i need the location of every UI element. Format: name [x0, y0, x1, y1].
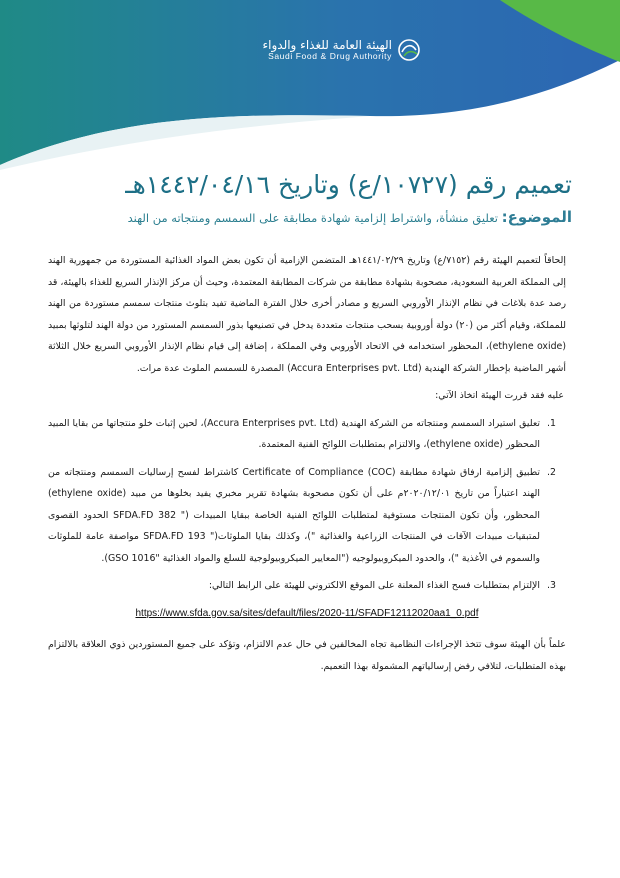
sfda-emblem-icon	[396, 38, 422, 62]
circular-body	[48, 250, 566, 677]
header-wave	[0, 0, 620, 170]
logo-english-name: Saudi Food & Drug Authority	[268, 51, 392, 61]
decision-item-2: 2. تطبيق إلزامية ارفاق شهادة مطابقة (COC) Certificate of Compliance كاشتراط لفسح إرساليات السمسم ومنتجاته من الهند اعتباراً من تاريخ ٢٠٢٠/١٢/٠١م على أن تكون مصحوبة بشهادة تقرير مخبري يفيد بخلوها من مبيد (ethylene oxide) المحظور، وأن تكون المنتجات مستوفية لمتطلبات اللوائح الفنية الخاصة ببقايا المبيدات (" SFDA.FD 382 الحدود القصوى لمتبقيات مبيدات الآفات في المنتجات الزراعية والغذائية ")، وكذلك بقايا الملوثات(" SFDA.FD 193 مواصفة عامة للملوثات والسموم في الأغذية ")، والحدود الميكروبيولوجيه ("المعايير الميكروبيولوجية للسلع والمواد الغذائية "GSO 1016).	[48, 462, 544, 570]
sfda-requirements-link[interactable]: https://www.sfda.gov.sa/sites/default/files/2020-11/SFADF12112020aa1_0.pdf	[135, 607, 479, 619]
decisions-list	[48, 413, 566, 597]
subject-label: الموضوع:	[501, 208, 572, 226]
subject-text: تعليق منشأة، واشتراط إلزامية شهادة مطابقة على السمسم ومنتجاته من الهند	[127, 211, 498, 225]
sfda-logo	[182, 38, 422, 62]
subject-line	[32, 208, 572, 226]
logo-arabic-name: الهيئة العامة للغذاء والدواء	[262, 38, 392, 52]
circular-title: تعميم رقم (١٠٧٢٧/ع) وتاريخ ١٤٤٢/٠٤/١٦هـ	[125, 170, 572, 199]
decision-item-1: 1. تعليق استيراد السمسم ومنتجاته من الشركة الهندية (Accura Enterprises pvt. Ltd)، لحين إثبات خلو منتجاتها من بقايا المبيد المحظور (ethylene oxide)، والالتزام بمتطلبات اللوائح الفنية المعتمدة.	[48, 413, 544, 456]
closing-paragraph: علماً بأن الهيئة سوف تتخذ الإجراءات النظامية تجاه المخالفين في حال عدم الالتزام، وتؤكد على جميع المستوردين ذوي العلاقة بالالتزام بهذه المتطلبات، لتلافي رفض إرسالياتهم المشمولة بهذا التعميم.	[48, 639, 566, 672]
decision-intro: عليه فقد قررت الهيئة اتخاذ الآتي:	[435, 390, 564, 401]
decision-item-3: 3. الإلتزام بمتطلبات فسح الغذاء المعلنة على الموقع الالكتروني للهيئة على الرابط التالي:	[48, 575, 544, 597]
body-paragraph: إلحاقاً لتعميم الهيئة رقم (٧١٥٢/ع) وتاريخ ١٤٤١/٠٢/٢٩هـ المتضمن الإزامية أن تكون بعض المواد الغذائية المستوردة من جمهورية الهند إلى المملكة العربية السعودية، مصحوبة بشهادة مطابقة من شركات المطابقة المعتمدة، وحيث أن مركز الإنذار السريع للغذاء بالهيئة، قد رصد عدة بلاغات في نظام الإنذار الأوروبي السريع و مصادر أخرى خلال الفترة الماضية تفيد بتلوث منتجات سمسم مستوردة من الهند للمملكة، وقيام أكثر من (٢٠) دولة أوروبية بسحب منتجات متعددة يدخل في تصنيعها بذور السمسم المستورد من دولة الهند لتلوثها بمبيد (ethylene oxide)، المحظور استخدامه في الاتحاد الأوروبي وفي المملكة ، إضافة إلى قيام نظام الإنذار الأوروبي السريع خلال الثلاثة أشهر الماضية بإخطار الشركة الهندية (Accura Enterprises pvt. Ltd) المصدرة للسمسم الملوث عدة مرات.	[48, 255, 566, 374]
